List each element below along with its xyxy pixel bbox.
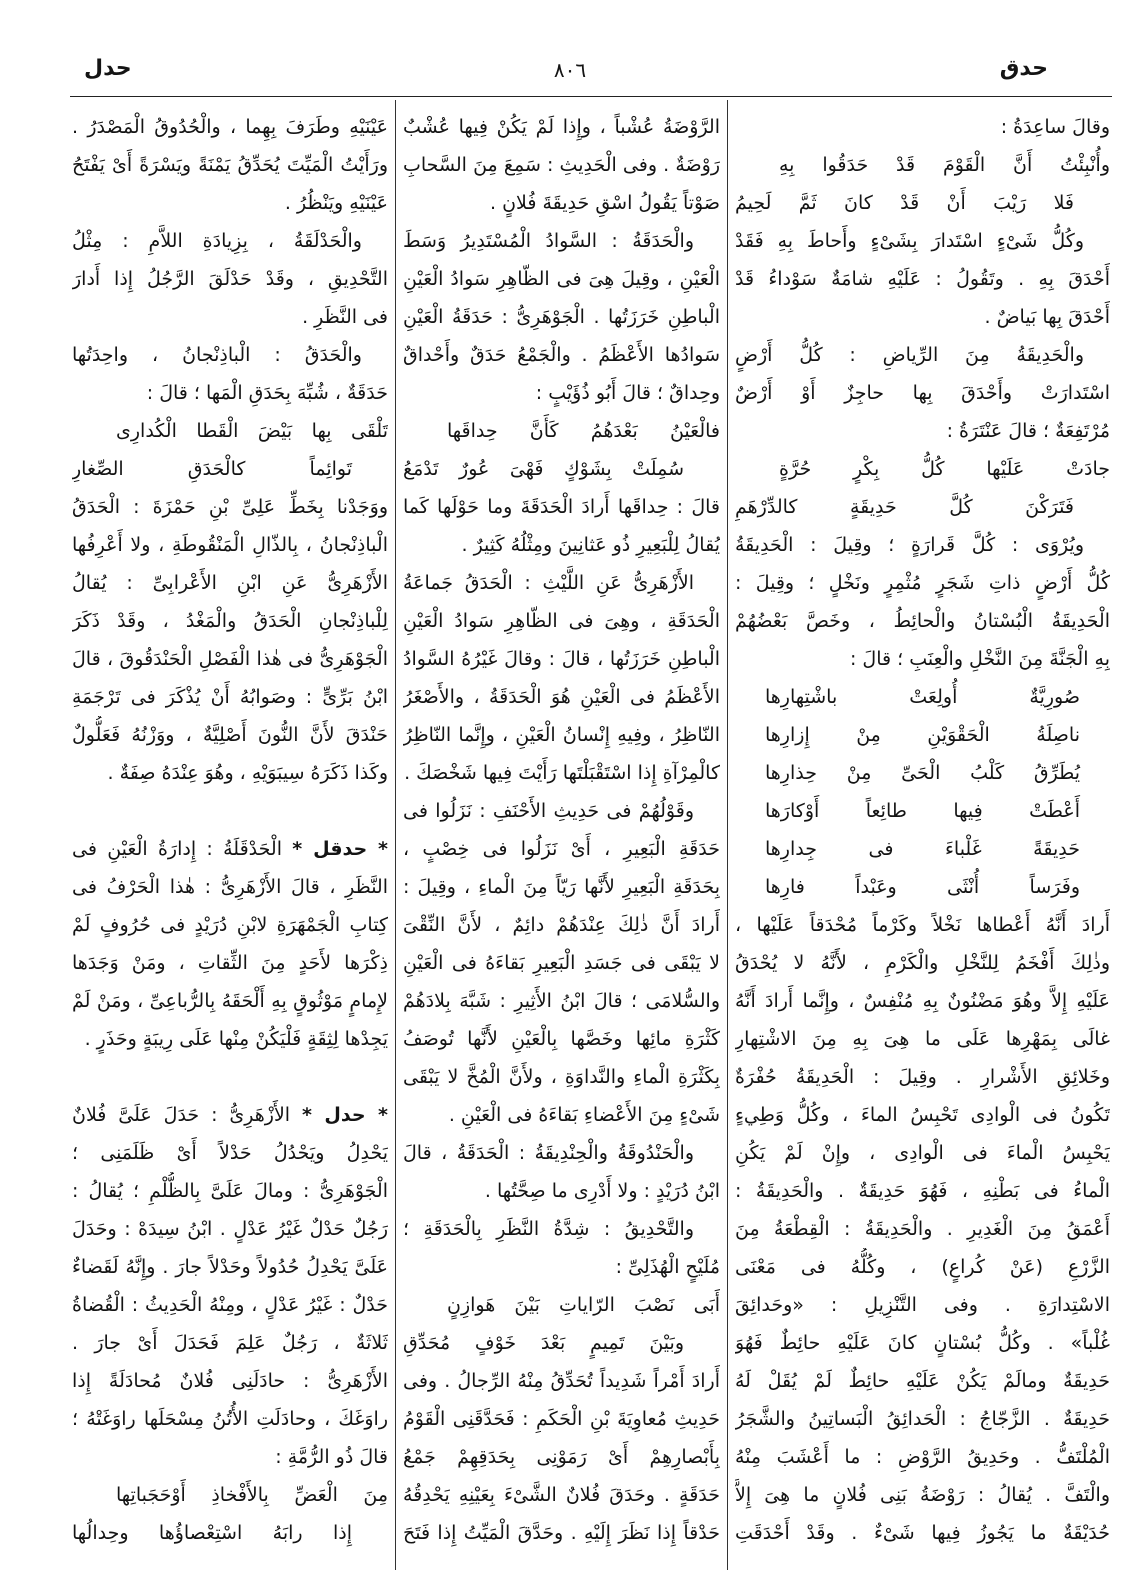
text-line: يُقالُ لِلْبَعِيرِ ذُو عَثانِينَ ومِثْلُهُ كَثِيرٌ .: [461, 534, 720, 556]
text-line: ووَجَدْنا بِخَطِّ عَلِىِّ بْنِ حَمْزَةَ : الْحَدَقُ: [72, 496, 388, 518]
verse-line: ناصِلَةُ الْحَقْوَيْنِ مِنْ إِزارِها: [765, 724, 1080, 746]
text-line: كُلُّ أَرْضٍ ذاتِ شَجَرٍ مُثْمِرٍ ونَخْلٍ ؛ وقِيلَ :: [735, 572, 1110, 594]
text-line: والسُّلامَى ؛ قالَ ابْنُ الأَثِيرِ : شَبَّهَ بِلادَهُمْ: [403, 990, 720, 1012]
verse-line: تَوائِماً كالْحَدَقِ الصِّغارِ: [72, 458, 352, 480]
text-line: عَلَيْهِ إِلاَّ وهُوَ مَضْنُونٌ بِهِ مُنْفِسٌ ، وإِنَّما أَرادَ أَنَّهُ: [735, 990, 1110, 1012]
paragraph: [72, 108, 388, 222]
paragraph: [735, 336, 1110, 450]
text-line: حَدِيثِ مُعاوِيَةَ بْنِ الْحَكَمِ : فَحَدَّقَنِى الْقَوْمُ: [403, 1408, 720, 1430]
text-line: سَوادُها الأَعْظَمُ . والْجَمْعُ حَدَقٌ وأَحْداقٌ: [403, 344, 720, 366]
verse-line: فَلا رَيْبَ أَنْ قَدْ كانَ ثَمَّ لَحِيمُ: [735, 192, 1074, 214]
text-line: كِتابِ الْجَمْهَرَةِ لابْنِ دُرَيْدٍ فى حُرُوفٍ لَمْ: [72, 914, 388, 936]
text-line: وخَلائِقِ الأَشْرارِ . وقِيلَ : الْحَدِيقَةُ حُفْرَةٌ: [735, 1066, 1110, 1088]
text-line: تَكُونُ فى الْوادِى تَحْبِسُ الماءَ ، وكُلُّ وَطِيءٍ: [735, 1104, 1110, 1126]
text-line: لا يَبْقَى فى جَسَدِ الْبَعِيرِ بَقاءَهُ فى الْعَيْنِ: [403, 952, 720, 974]
text-line: ورَأَيْتُ الْمَيِّتَ يُحَدِّقُ يَمْنَةً ويَسْرَةً أَىْ يَفْتَحُ: [72, 154, 388, 176]
paragraph: [72, 222, 388, 336]
verse-block: [735, 678, 1110, 906]
verse-line: وفَرَساً أُنْثَى وعَبْداً فارِها: [765, 876, 1080, 898]
text-line: غالَى بِمَهْرِها عَلَى ما هِىَ بِهِ مِنَ الاشْتِهارِ: [735, 1028, 1110, 1050]
text-line: فى النَّظَرِ .: [302, 306, 388, 328]
entry-text: الأَزْهَرِىُّ : حَدَلَ عَلَىَّ فُلانٌ: [72, 1104, 291, 1126]
verse-block: [735, 146, 1110, 222]
paragraph: [72, 336, 388, 412]
text-line: الْباطِنِ خَرَزَتُها . الْجَوْهَرِىُّ : حَدَقَةُ الْعَيْنِ: [403, 306, 720, 328]
verse-line: مِنَ الْعَضِّ بِالأَفْخاذِ أَوْحَجَباتِها: [116, 1484, 388, 1506]
paragraph: [735, 526, 1110, 678]
text-line: حَدَقَةٌ ، شُبِّهَ بِحَدَقِ الْمَها ؛ قالَ :: [146, 382, 388, 404]
text-line: حَدِيقَةٌ ومالَمْ يَكُنْ عَلَيْهِ حائِطٌ لَمْ يُقَلْ لَهُ: [735, 1370, 1110, 1392]
text-line: الْجَوْهَرِىُّ : ومالَ عَلَىَّ بِالظُّلْمِ ؛ يُقالُ :: [72, 1180, 388, 1202]
text-line: يَحْبِسُ الْماءَ فى الْوادِى ، وإِنْ لَمْ يَكُنِ: [735, 1142, 1110, 1164]
text-line: بِهِ الْجَنَّةَ مِنَ النَّخْلِ والْعِنَبِ ؛ قالَ :: [849, 648, 1110, 670]
text-line: وقَوْلُهُمْ فى حَدِيثِ الأَحْنَفِ : نَزَلُوا فى: [403, 800, 694, 822]
text-line: حَنْدَقَ لأَنَّ النُّونَ أَصْلِيَّةٌ ، ووَزْنُهُ فَعَلُّولٌ: [72, 724, 388, 746]
header-rule: [70, 96, 1112, 97]
paragraph: [403, 222, 720, 412]
paragraph: [735, 108, 1110, 146]
text-line: وكَذا ذَكَرَهُ سِيبَوَيْهِ ، وهُوَ عِنْدَهُ صِفَةٌ .: [107, 762, 388, 784]
text-line: أَرادَ أَنَّهُ أَعْطاها نَخْلاً وكَرْماً مُحْدَقاً عَلَيْها ،: [735, 914, 1110, 936]
entry-headword: * حدقل *: [292, 838, 388, 860]
text-line: عَيْنَيْهِ ويَنْظُرُ .: [284, 192, 388, 214]
entry-headword: * حدل *: [302, 1104, 388, 1126]
text-line: رَجُلٌ حَدْلٌ غَيْرُ عَدْلٍ . ابْنُ سِيدَهْ : وحَدَلَ: [72, 1218, 388, 1240]
text-line: والتَّحْدِيقُ : شِدَّةُ النَّظَرِ بِالْحَدَقَةِ ؛: [403, 1218, 694, 1240]
text-line: حَدِيقَةٌ . الزَّجّاجُ : الْحَدائِقُ الْبَساتِينُ والشَّجَرُ: [735, 1408, 1110, 1430]
paragraph: [403, 1362, 720, 1552]
column-left: [72, 108, 388, 1552]
text-line: لإِمامٍ مَوْثُوقٍ بِهِ أَلْحَقَهُ بِالرُّباعِىِّ ، ومَنْ لَمْ: [72, 990, 388, 1012]
text-line: ويُرْوَى : كُلَّ قَرارَةٍ ؛ وقِيلَ : الْحَدِيقَةُ: [735, 534, 1084, 556]
column-divider: [727, 100, 728, 1570]
paragraph: [403, 488, 720, 564]
text-line: ذِكْرَها لأَحَدٍ مِنَ الثِّقاتِ ، ومَنْ وَجَدَها: [72, 952, 388, 974]
paragraph: [735, 906, 1110, 1552]
text-line: والْحَدَقُ : الْباذِنْجانُ ، واحِدَتُها: [72, 344, 362, 366]
text-line: والْحَدْلَقَةُ ، بِزِيادَةِ اللاَّمِ : مِثْلُ: [72, 230, 362, 252]
text-line: عَيْنَيْهِ وطَرَفَ بِهِما ، والْحُدُوقُ الْمَصْدَرُ .: [72, 116, 388, 138]
text-line: أَحْدَقَ بِها بَياضٌ .: [984, 306, 1110, 328]
text-line: الأَزْهَرِىُّ عَنِ اللَّيْثِ : الْحَدَقُ جَماعَةُ: [403, 572, 694, 594]
verse-line: إِذا رابَهُ اسْتِعْصاؤُها وحِدالُها: [72, 1522, 352, 1544]
text-line: بِحَدَقَةِ الْبَعِيرِ لأَنَّها رَيّاً مِنَ الْماءِ ، وقِيلَ :: [403, 876, 720, 898]
text-line: [72, 830, 388, 868]
verse-line: وبَيْنَ تَمِيمٍ بَعْدَ خَوْفٍ مُحَدِّقِ: [403, 1332, 684, 1354]
text-line: أَرادَ أَمْراً شَدِيداً تُحَدِّقُ مِنْهُ الرِّجالُ . وفى: [403, 1370, 720, 1392]
text-line: النَّظَرِ ، قالَ الأَزْهَرِىُّ : هٰذا الْحَرْفُ فى: [72, 876, 388, 898]
text-line: الْحَدَقَةِ ، وهِىَ فى الظّاهِرِ سَوادُ الْعَيْنِ: [403, 610, 720, 632]
text-line: الْباطِنِ خَرَزَتُها ، قالَ : وقالَ غَيْرُهُ السَّوادُ: [403, 648, 720, 670]
text-line: [72, 1096, 388, 1134]
text-line: والْحَدَقَةُ : السَّوادُ الْمُسْتَدِيرُ وَسَطَ: [403, 230, 694, 252]
column-middle: [403, 108, 720, 1552]
text-line: ابْنُ بَرِّىٍّ : وصَوابُهُ أَنْ يُذْكَرَ فى تَرْجَمَةِ: [72, 686, 388, 708]
text-line: راوَغَكَ ، وحادَلَتِ الأُتُنُ مِسْحَلَها راوَغَتْهُ ؛: [72, 1408, 388, 1430]
text-line: حَدَقَةِ الْبَعِيرِ ، أَىْ نَزَلُوا فى خِصْبٍ ،: [403, 838, 720, 860]
paragraph: [403, 1134, 720, 1210]
text-line: الأَزْهَرِىُّ : حادَلَنِى فُلانٌ مُحادَلَةً إِذا: [72, 1370, 388, 1392]
paragraph: [403, 564, 720, 792]
text-line: يَحْدِلُ ويَحْدُلُ حَدْلاً أَىْ ظَلَمَنِى ؛: [72, 1142, 388, 1164]
verse-line: حَدِيقَةً غَلْباءَ فى جِدارِها: [765, 838, 1080, 860]
text-line: مُرْتَفِعَةٌ ؛ قالَ عَنْتَرَةُ :: [946, 420, 1110, 442]
text-line: كالْمِرْآةِ إِذا اسْتَقْبَلْتَها رَأَيْتَ فِيها شَخْصَكَ .: [404, 762, 720, 784]
column-divider: [395, 100, 396, 1570]
verse-line: أَبَى نَصْبَ الرّاياتِ بَيْنَ هَوازِنٍ: [447, 1294, 720, 1316]
text-line: الْماءُ فى بَطْنِهِ ، فَهُوَ حَدِيقَةٌ . والْحَدِيقَةُ :: [735, 1180, 1110, 1202]
verse-line: جادَتْ عَلَيْها كُلُّ بِكْرٍ حُرَّةٍ: [779, 458, 1110, 480]
text-line: ابْنُ دُرَيْدٍ : ولا أَدْرِى ما صِحَّتُها .: [484, 1180, 720, 1202]
text-line: رَوْضَةٌ . وفى الْحَدِيثِ : سَمِعَ مِنَ السَّحابِ: [403, 154, 720, 176]
verse-line: صُورِيَّةٌ أُولِعَتْ باشْتِهارِها: [765, 686, 1080, 708]
entry: [72, 1096, 388, 1476]
text-line: الْعَيْنِ ، وقِيلَ هِىَ فى الظّاهِرِ سَوادُ الْعَيْنِ: [403, 268, 720, 290]
text-line: غُلْباً» . وكُلُّ بُسْتانٍ كانَ عَلَيْهِ حائِطٌ فَهُوَ: [735, 1332, 1110, 1354]
verse-line: فالْعَيْنُ بَعْدَهُمُ كَأَنَّ حِداقَها: [447, 420, 720, 442]
column-right: [735, 108, 1110, 1552]
text-line: الْمُلْتَفُّ . وحَدِيقُ الرَّوْضِ : ما أَعْشَبَ مِنْهُ: [735, 1446, 1110, 1468]
verse-block: [403, 412, 720, 488]
paragraph: [735, 222, 1110, 336]
entry-text: الْحَدْقَلَةُ : إِدارَةُ الْعَيْنِ فى: [72, 838, 282, 860]
verse-block: [72, 412, 388, 488]
text-line: وكُلُّ شَىْءٍ اسْتَدارَ بِشَىْءٍ وأَحاطَ بِهِ فَقَدْ: [735, 230, 1084, 252]
text-line: حَدْقاً إِذا نَظَرَ إِلَيْهِ . وحَدَّقَ الْمَيِّتُ إِذا فَتَحَ: [403, 1522, 720, 1544]
text-line: لِلْباذِنْجانِ الْحَدَقُ والْمَغْدُ ، وقَدْ ذَكَرَ: [72, 610, 388, 632]
text-line: الْجَوْهَرِىُّ فى هٰذا الْفَصْلِ الْحَنْدَقُوقَ ، قالَ: [72, 648, 388, 670]
text-line: أَرادَ أَنَّ ذٰلِكَ عِنْدَهُمْ دائِمٌ ، لأَنَّ النِّقْىَ: [403, 914, 720, 936]
verse-block: [403, 1286, 720, 1362]
verse-line: وأُنْبِئْتُ أَنَّ الْقَوْمَ قَدْ حَدَقُوا بِهِ: [779, 154, 1110, 176]
text-line: والْتَفَّ . يُقالُ : رَوْضَةُ بَنِى فُلانٍ ما هِىَ إِلاَّ: [735, 1484, 1110, 1506]
verse-block: [735, 450, 1110, 526]
paragraph: [403, 792, 720, 1134]
text-line: النّاظِرُ ، وفِيهِ إِنْسانُ الْعَيْنِ ، وإِنَّما النّاظِرُ: [403, 724, 720, 746]
verse-line: تَلْقَى بِها بَيْضَ الْقَطا الْكُدارِى: [116, 420, 388, 442]
text-line: الأَزْهَرِىُّ عَنِ ابْنِ الأَعْرابِىِّ : يُقالُ: [72, 572, 388, 594]
text-line: حُدَيْقَةٌ ما يَجُوزُ فِيها شَىْءٌ . وقَدْ أَحْدَقَتِ: [735, 1522, 1110, 1544]
text-line: وحِداقٌ ؛ قالَ أَبُو ذُؤَيْبٍ :: [535, 382, 720, 404]
text-line: قالَ : حِداقَها أَرادَ الْحَدَقَةَ وما حَوْلَها كَما: [403, 496, 720, 518]
text-line: الْحَدِيقَةُ الْبُسْتانُ والْحائِطُ ، وخَصَّ بَعْضُهُمْ: [735, 610, 1110, 632]
text-line: والْحَنْدُوقَةُ والْحِنْدِيقَةُ : الْحَدَقَةُ ، قالَ: [403, 1142, 694, 1164]
text-line: أَعْمَقُ مِنَ الْغَدِيرِ . والْحَدِيقَةُ : الْقِطْعَةُ مِنَ: [735, 1218, 1110, 1240]
text-line: الرَّوْضَةُ عُشْباً ، وإِذا لَمْ يَكُنْ فِيها عُشْبٌ: [403, 116, 720, 138]
text-line: مُلَيْحٍ الْهُذَلِىِّ :: [615, 1256, 720, 1278]
paragraph: [403, 108, 720, 222]
text-line: بِأَبْصارِهِمْ أَىْ رَمَوْنِى بِحَدَقِهِمْ جَمْعُ: [403, 1446, 720, 1468]
paragraph: [72, 488, 388, 792]
verse-line: فَتَرَكْنَ كُلَّ حَدِيقَةٍ كالدِّرْهَمِ: [735, 496, 1074, 518]
text-line: صَوْتاً يَقُولُ اسْقِ حَدِيقَةَ فُلانٍ .: [489, 192, 720, 214]
text-line: حَدَقَةٍ . وحَدَقَ فُلانٌ الشَّىْءَ بِعَيْنِهِ يَحْدِقُهُ: [403, 1484, 720, 1506]
text-line: الْباذِنْجانُ ، بِالذّالِ الْمَنْقُوطَةِ ، ولا أَعْرِفُها: [72, 534, 388, 556]
running-head-left: حدل: [84, 56, 132, 81]
text-line: شَىْءٍ مِنَ الأَعْضاءِ بَقاءَهُ فى الْعَيْنِ .: [448, 1104, 720, 1126]
text-line: قالَ ذُو الرُّمَّةِ :: [275, 1446, 388, 1468]
text-line: يَجِدْها لِثِقَةٍ فَلْيَكُنْ مِنْها عَلَى رِيبَةٍ وحَذَرٍ .: [84, 1028, 388, 1050]
text-line: الزَّرْعِ (عَنْ كُراعٍ) ، وكُلُّهُ فى مَعْنَى: [735, 1256, 1110, 1278]
text-line: أَحْدَقَ بِهِ . وتَقُولُ : عَلَيْهِ شامَةٌ سَوْداءُ قَدْ: [735, 268, 1110, 290]
text-line: بِكَثْرَةِ الْماءِ والنَّداوَةِ ، ولأَنَّ الْمُخَّ لا يَبْقَى: [403, 1066, 720, 1088]
text-line: الأَعْظَمُ فى الْعَيْنِ هُوَ الْحَدَقَةُ ، والأَصْغَرُ: [403, 686, 720, 708]
verse-line: سُمِلَتْ بِشَوْكٍ فَهْىَ عُورٌ تَدْمَعُ: [403, 458, 684, 480]
text-line: ثَلاثَةٌ ، رَجُلٌ عَلِمَ فَحَدَلَ أَىْ جارَ .: [72, 1332, 388, 1354]
page-number: ٨٠٦: [553, 58, 587, 82]
text-line: كَثْرَةِ مائِها وخَصَّها بِالْعَيْنِ لأَنَّها تُوصَفُ: [403, 1028, 720, 1050]
running-head-right: حدق: [999, 56, 1048, 81]
text-line: التَّحْدِيقِ ، وقَدْ حَدْلَقَ الرَّجُلُ إِذا أَدارَ: [72, 268, 388, 290]
verse-line: يُطَرِّقُ كَلْبُ الْحَىِّ مِنْ حِذارِها: [765, 762, 1080, 784]
text-line: والْحَدِيقَةُ مِنَ الرِّياضِ : كُلُّ أَرْضٍ: [735, 344, 1084, 366]
verse-line: أَعْطَتْ فِيها طائِعاً أَوْكارَها: [765, 800, 1080, 822]
entry: [72, 830, 388, 1058]
text-line: حَدْلٌ : غَيْرُ عَدْلٍ ، ومِنْهُ الْحَدِيثُ : الْقُضاةُ: [72, 1294, 388, 1316]
text-line: وذٰلِكَ أَفْخَمُ لِلنَّخْلِ والْكَرْمِ ، لأَنَّهُ لا يُحْدَقُ: [735, 952, 1110, 974]
verse-block: [72, 1476, 388, 1552]
text-line: عَلَىَّ يَحْدِلُ حُدُولاً وحَدْلاً جارَ . وإِنَّهُ لَقَضاءٌ: [72, 1256, 388, 1278]
text-line: اسْتَدارَتْ وأَحْدَقَ بِها حاجِزٌ أَوْ أَرْضٌ: [735, 382, 1110, 404]
text-line: وقالَ ساعِدَةُ :: [1000, 116, 1110, 138]
text-line: الاسْتِدارَةِ . وفى التَّنْزِيلِ : «وحَدائِقَ: [735, 1294, 1110, 1316]
paragraph: [403, 1210, 720, 1286]
